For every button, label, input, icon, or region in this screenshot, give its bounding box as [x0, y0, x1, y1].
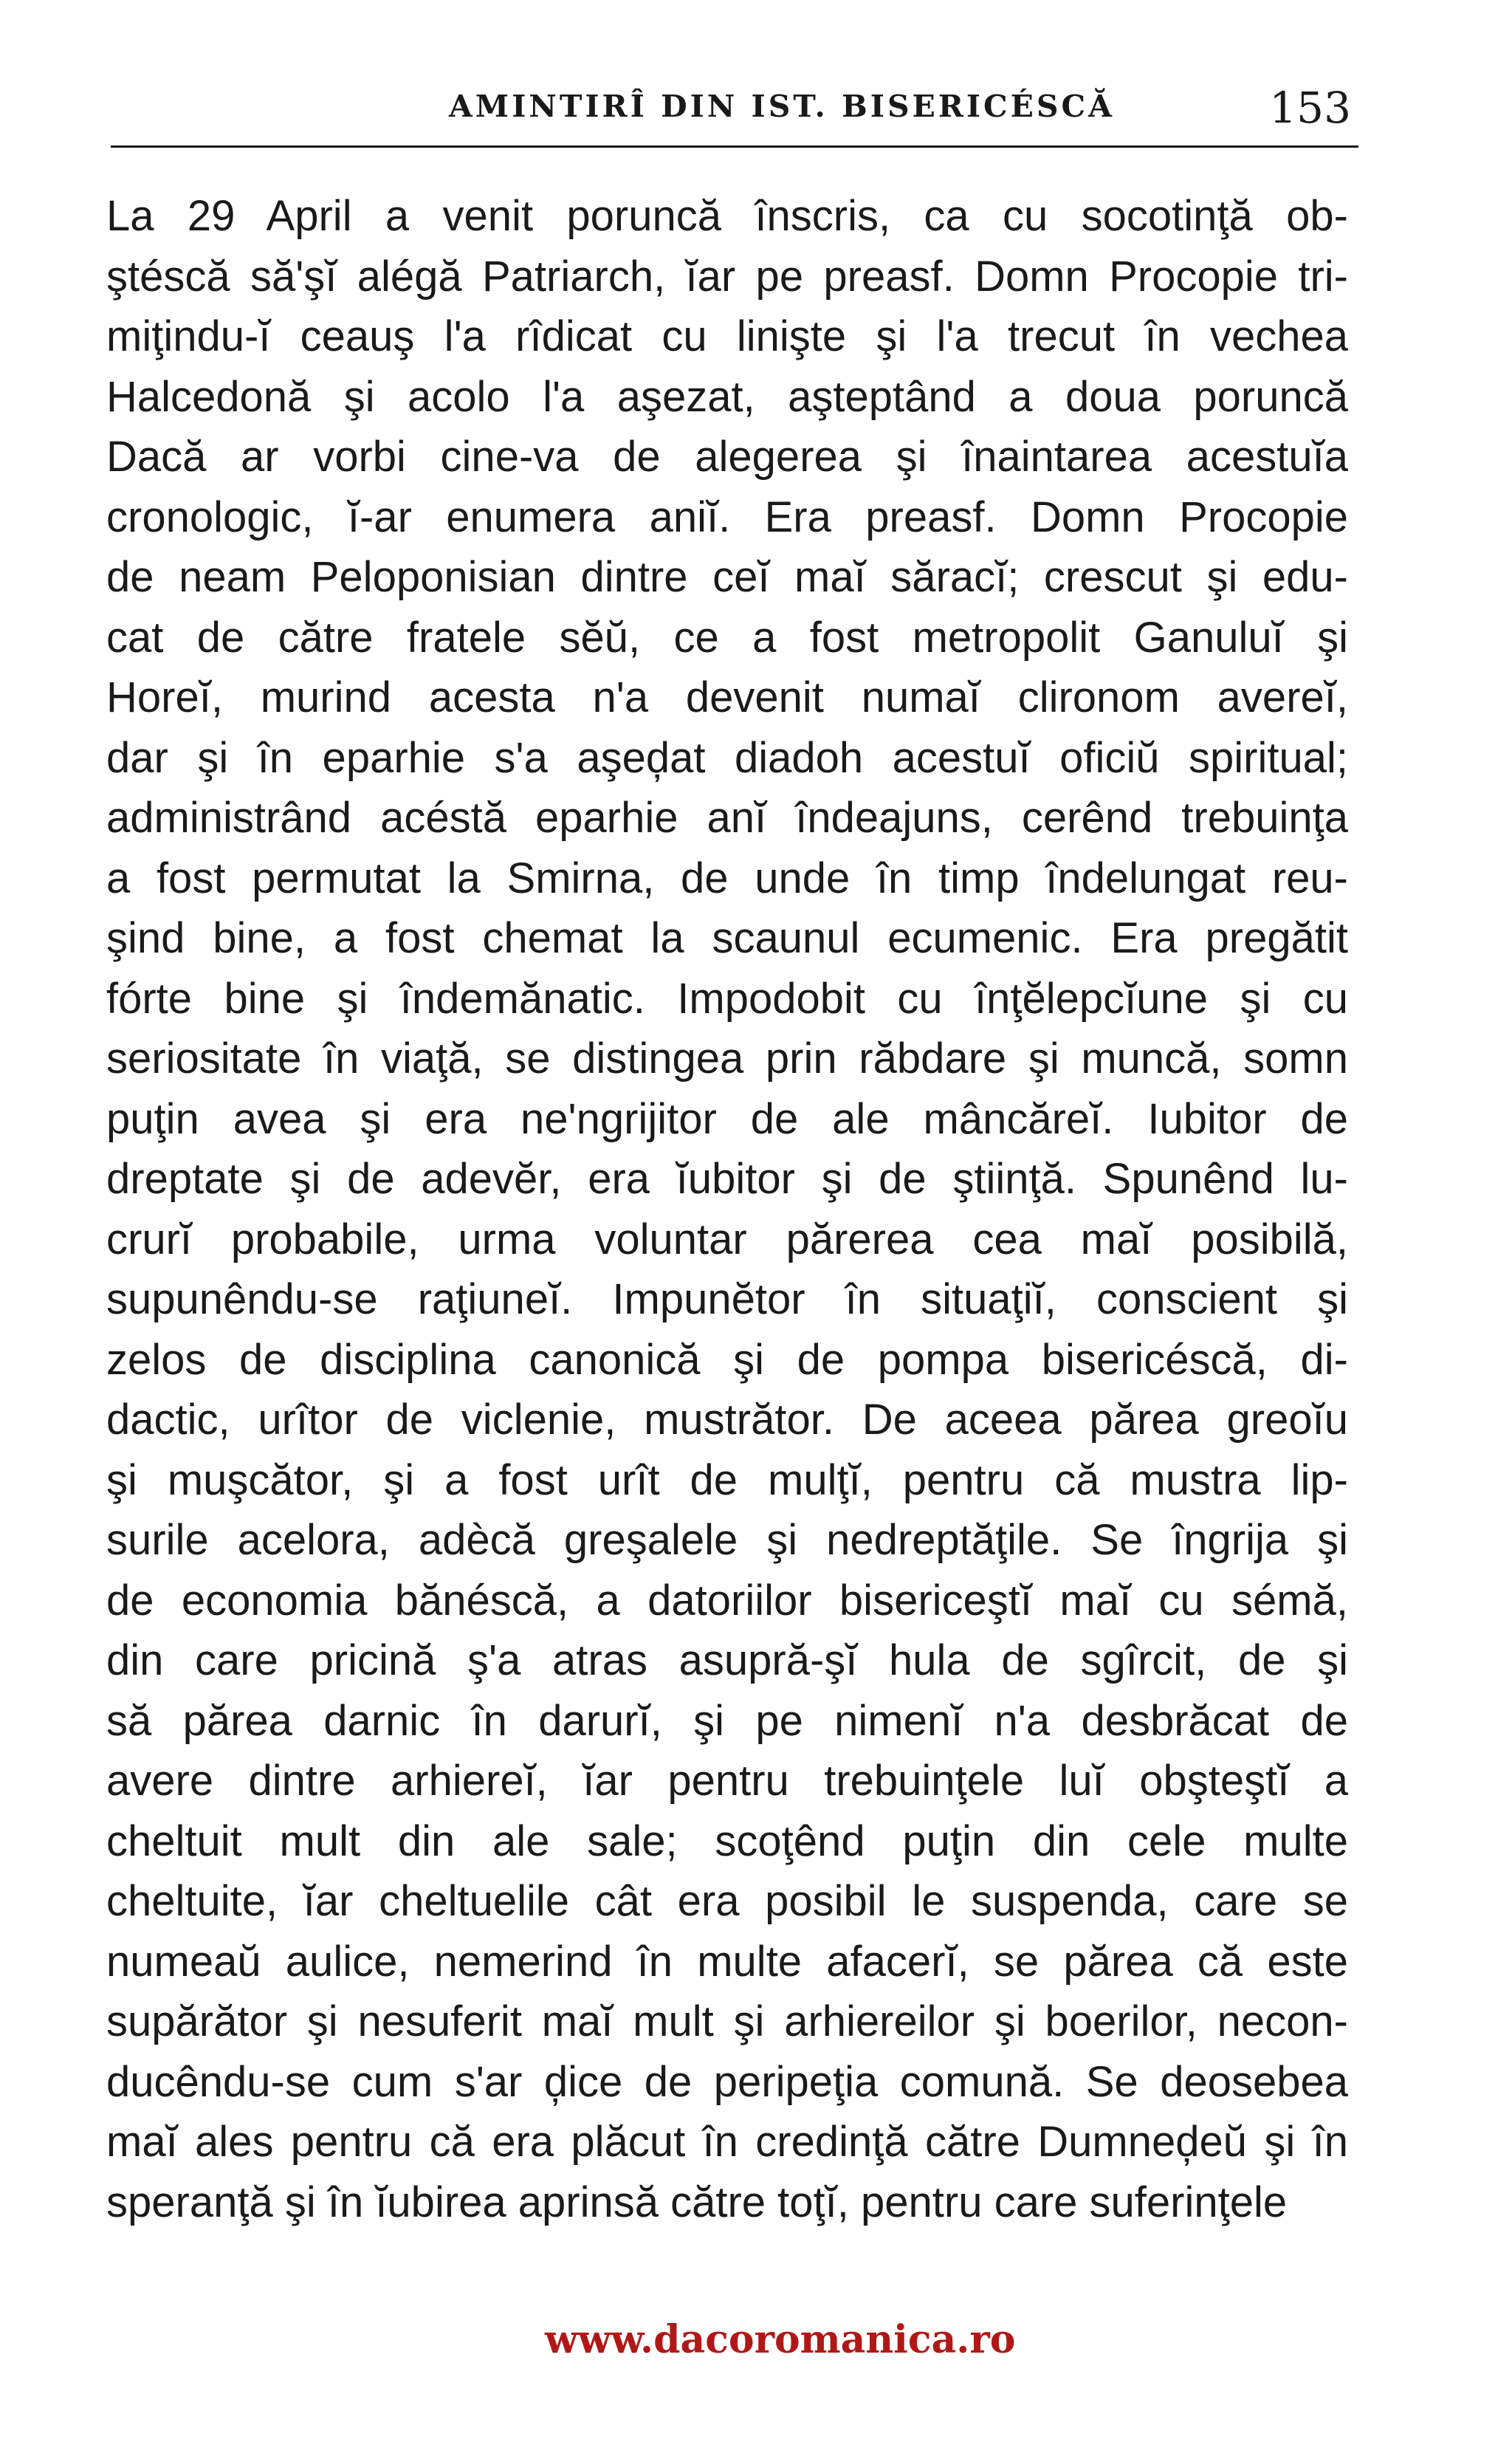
text-line: să părea darnic în darurĭ, şi pe nimenĭ n'a desbrăcat de: [106, 1696, 1348, 1745]
text-line: dactic, urîtor de viclenie, mustrător. De aceea părea greoĭu: [106, 1396, 1348, 1444]
text-line: şi muşcător, şi a fost urît de mulţĭ, pentru că mustra lip-: [106, 1455, 1348, 1504]
text-line: Horeĭ, murind acesta n'a devenit numaĭ clironom avereĭ,: [106, 673, 1348, 721]
body-text: [106, 186, 1348, 2232]
running-title: AMINTIRÎ DIN IST. BISERICÉSCĂ: [449, 89, 1115, 124]
text-line: administrând acéstă eparhie anĭ îndeajuns, cerênd trebuinţa: [106, 794, 1348, 842]
text-line: numeaŭ aulice, nemerind în multe afacerĭ, se părea că este: [106, 1937, 1348, 1986]
text-line: de neam Peloponisian dintre ceĭ maĭ săracĭ; crescut şi edu-: [106, 553, 1348, 601]
header-rule: [111, 145, 1358, 148]
text-line: seriositate în viaţă, se distingea prin răbdare şi muncă, somn: [106, 1035, 1348, 1083]
text-line: Halcedonă şi acolo l'a aşezat, aşteptând a doua poruncă: [106, 372, 1348, 421]
text-line: ducêndu-se cum s'ar ḑice de peripeţia comună. Se deosebea: [106, 2057, 1348, 2106]
text-line: La 29 April a venit poruncă înscris, ca cu socotinţă ob-: [106, 192, 1348, 240]
text-line: dreptate şi de adevĕr, era ĭubitor şi de ştiinţă. Spunênd lu-: [106, 1155, 1348, 1203]
text-line: supunêndu-se raţiuneĭ. Impunĕtor în situaţiĭ, conscient şi: [106, 1275, 1348, 1323]
text-line: cat de către fratele sĕŭ, ce a fost metropolit Ganuluĭ şi: [106, 613, 1348, 662]
text-line: avere dintre arhiereĭ, ĭar pentru trebuinţele luĭ obşteştĭ a: [106, 1757, 1348, 1805]
text-line: supărător şi nesuferit maĭ mult şi arhiereilor şi boerilor, necon-: [106, 1997, 1348, 2045]
text-line: maĭ ales pentru că era plăcut în credinţă către Dumneḑeŭ şi în: [106, 2118, 1348, 2166]
text-line: speranţă şi în ĭubirea aprinsă către toţĭ, pentru care suferinţele: [106, 2178, 1288, 2226]
text-line: cheltuit mult din ale sale; scoţênd puţin din cele multe: [106, 1817, 1348, 1865]
text-line: zelos de disciplina canonică şi de pompa bisericéscă, di-: [106, 1335, 1348, 1384]
text-line: crurĭ probabile, urma voluntar părerea cea maĭ posibilă,: [106, 1215, 1348, 1263]
text-line: Dacă ar vorbi cine-va de alegerea şi înaintarea acestuĭa: [106, 433, 1348, 481]
text-line: cronologic, ĭ-ar enumera aniĭ. Era preasf. Domn Procopie: [106, 493, 1348, 541]
page-number: 153: [1269, 83, 1351, 133]
text-line: miţindu-ĭ ceauş l'a rîdicat cu linişte şi l'a trecut în vechea: [106, 312, 1348, 360]
text-line: şind bine, a fost chemat la scaunul ecumenic. Era pregătit: [106, 914, 1348, 962]
text-line: din care pricină ş'a atras asupră-şĭ hula de sgîrcit, de şi: [106, 1636, 1348, 1684]
text-line: surile acelora, adècă greşalele şi nedreptăţile. Se îngrija şi: [106, 1516, 1348, 1564]
watermark-link[interactable]: www.dacoromanica.ro: [545, 2317, 1016, 2362]
text-line: ştéscă să'şĭ alégă Patriarch, ĭar pe preasf. Domn Procopie tri-: [106, 252, 1348, 301]
text-line: dar şi în eparhie s'a aşeḑat diadoh acestuĭ oficiŭ spiritual;: [106, 733, 1348, 782]
running-head: [111, 83, 1357, 142]
text-line: de economia bănéscă, a datoriilor bisericeştĭ maĭ cu sémă,: [106, 1576, 1348, 1625]
text-line: a fost permutat la Smirna, de unde în timp îndelungat reu-: [106, 854, 1348, 902]
text-line: fórte bine şi îndemănatic. Impodobit cu înţĕlepcĭune şi cu: [106, 974, 1348, 1023]
text-line: cheltuite, ĭar cheltuelile cât era posibil le suspenda, care se: [106, 1877, 1348, 1925]
text-line: puţin avea şi era ne'ngrijitor de ale mâncăreĭ. Iubitor de: [106, 1094, 1348, 1143]
